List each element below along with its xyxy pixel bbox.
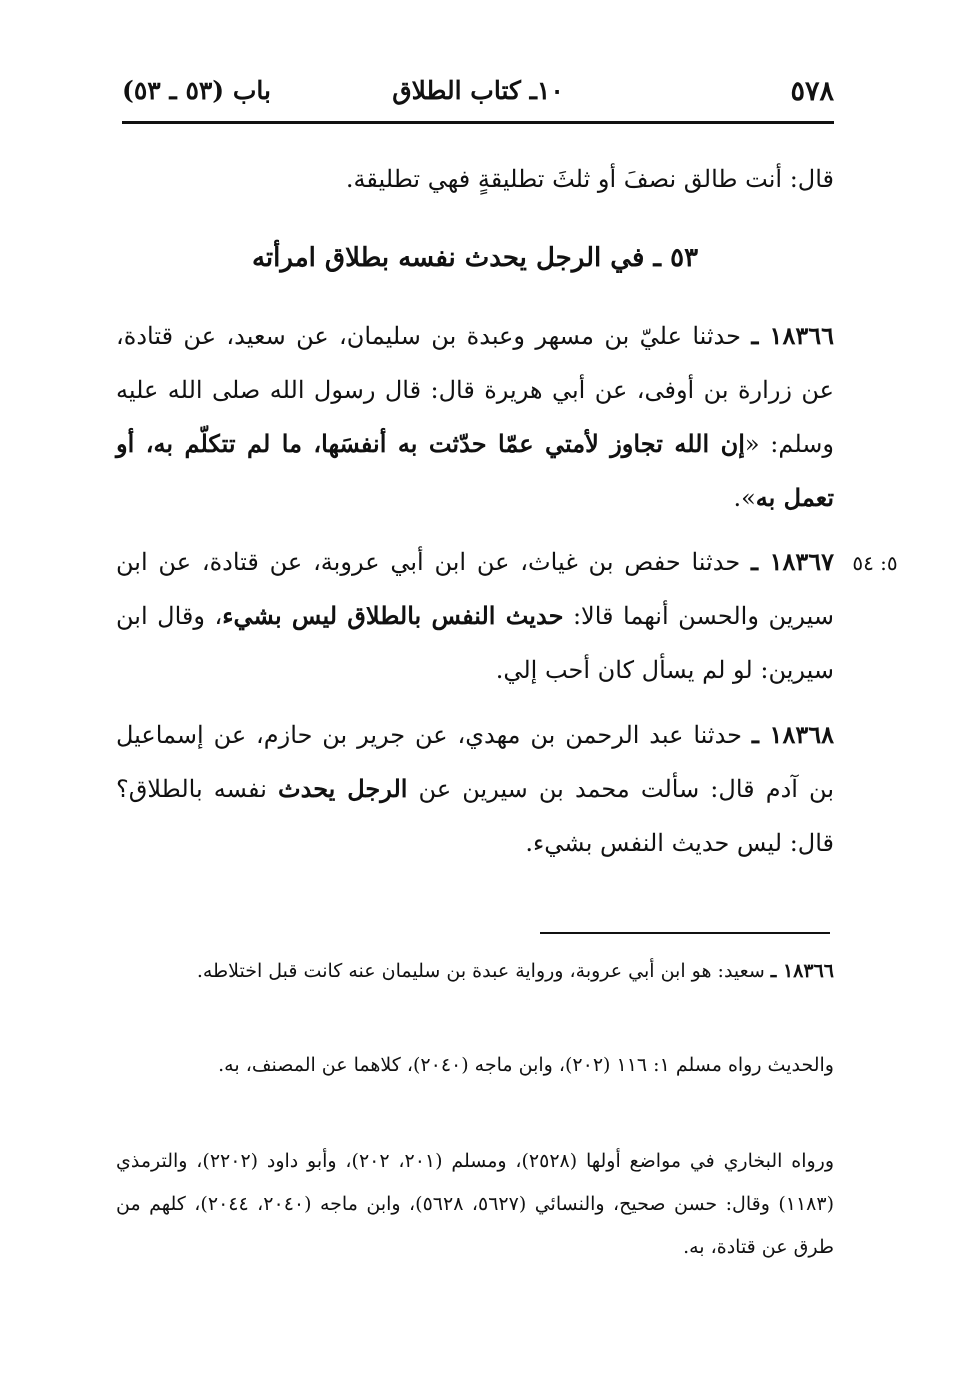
page-number: ٥٧٨ xyxy=(790,76,834,107)
hadith-closing: نفسه بالطلاق؟ قال: ليس حديث النفس بشيء. xyxy=(116,775,834,857)
hadith-matn: إن الله تجاوز لأمتي عمّا حدّثت به أنفسَها، ما لم تتكلّم به، أو تعمل به xyxy=(116,429,834,512)
hadith-paragraph-18367 xyxy=(116,535,834,697)
hadith-paragraph-18368 xyxy=(116,708,834,870)
hadith-chain: حدثنا عليّ بن مسهر وعبدة بن سليمان، عن سعيد، عن قتادة، عن زرارة بن أوفى، عن أبي هريرة قال: قال رسول الله صلى الله عليه وسلم: « xyxy=(116,322,835,458)
hadith-chain: حدثنا عبد الرحمن بن مهدي، عن جرير بن حازم، عن إسماعيل بن آدم قال: سألت محمد بن سيرين عن xyxy=(116,721,834,803)
footnote-2: والحديث رواه مسلم ١: ١١٦ (٢٠٢)، وابن ماجه (٢٠٤٠)، كلاهما عن المصنف، به. xyxy=(218,1054,834,1076)
footnote-text: سعيد: هو ابن أبي عروبة، ورواية عبدة بن سليمان عنه كانت قبل اختلاطه. xyxy=(196,960,771,982)
footnote-3: ورواه البخاري في مواضع أولها (٢٥٢٨)، ومسلم (٢٠١، ٢٠٢)، وأبو داود (٢٢٠٢)، والترمذي (١١٨٣) وقال: حسن صحيح، والنسائي (٥٦٢٧، ٥٦٢٨)، وابن ماجه (٢٠٤٠، ٢٠٤٤)، كلهم من طرق عن قتادة، به. xyxy=(116,1150,835,1258)
book-title: ١٠ـ كتاب الطلاق xyxy=(392,76,564,105)
running-header xyxy=(122,76,834,116)
footnote-separator xyxy=(540,932,830,934)
hadith-closing: ». xyxy=(733,484,756,512)
footnote-1 xyxy=(116,950,834,993)
hadith-matn: حديث النفس بالطلاق ليس بشيء xyxy=(222,601,564,630)
hadith-paragraph-18366 xyxy=(116,309,834,525)
header-rule xyxy=(122,121,834,124)
margin-reference: ٥: ٥٤ xyxy=(852,551,898,575)
hadith-number: ١٨٣٦٧ ـ xyxy=(750,547,835,576)
intro-paragraph: قال: أنت طالق نصفَ أو ثلثَ تطليقةٍ فهي تطليقة. xyxy=(345,165,834,193)
hadith-number: ١٨٣٦٨ ـ xyxy=(751,720,834,749)
hadith-number: ١٨٣٦٦ ـ xyxy=(751,321,834,350)
footnote-number: ١٨٣٦٦ ـ xyxy=(770,960,834,982)
hadith-closing: ، وقال ابن سيرين: لو لم يسأل كان أحب إلي. xyxy=(116,602,834,684)
hadith-chain: حدثنا حفص بن غياث، عن ابن أبي عروبة، عن قتادة، عن ابن سيرين والحسن أنهما قالا: xyxy=(116,548,834,630)
section-title: ٥٣ ـ في الرجل يحدث نفسه بطلاق امرأته xyxy=(251,243,699,273)
hadith-matn: الرجل يحدث xyxy=(278,774,408,803)
chapter-range: باب (٥٣ ـ ٥٣) xyxy=(122,76,271,105)
